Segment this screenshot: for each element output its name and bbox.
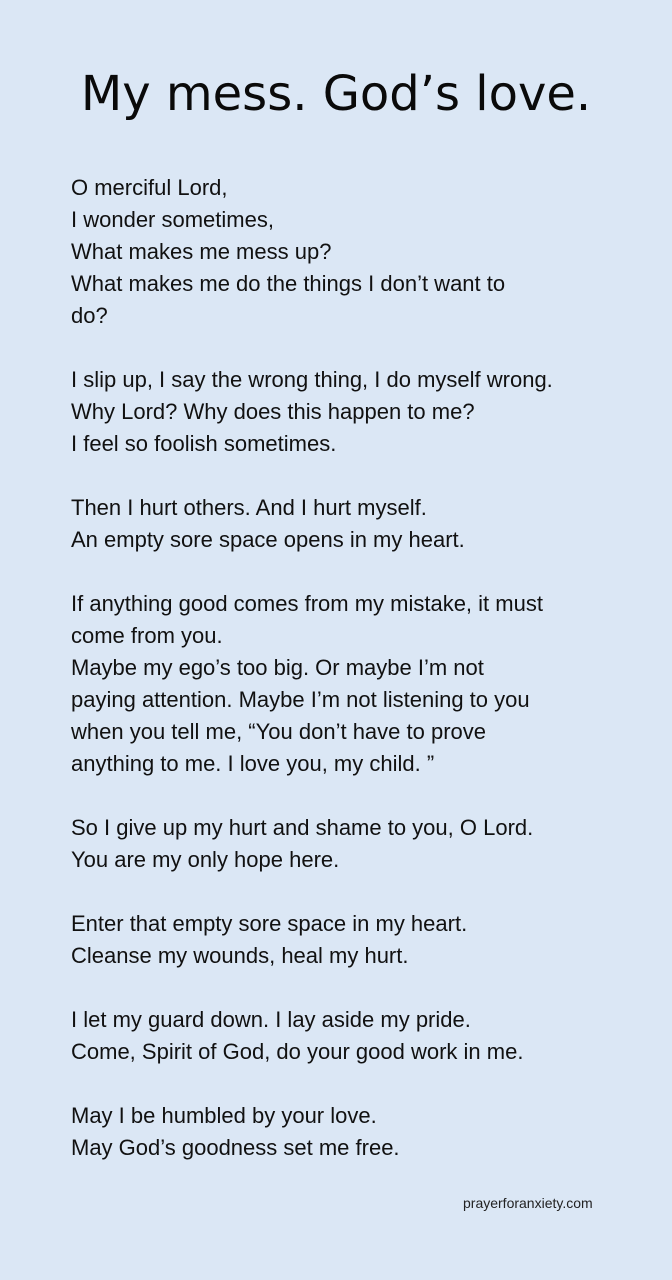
prayer-line: You are my only hope here. bbox=[71, 847, 340, 872]
stanza bbox=[71, 492, 631, 556]
stanza bbox=[71, 1100, 631, 1164]
stanza-gap bbox=[71, 972, 631, 1004]
prayer-line: Maybe my ego’s too big. Or maybe I’m not bbox=[71, 655, 484, 680]
stanza bbox=[71, 588, 631, 780]
stanza-gap bbox=[71, 780, 631, 812]
stanza-gap bbox=[71, 556, 631, 588]
prayer-body bbox=[71, 172, 631, 1164]
prayer-line: I wonder sometimes, bbox=[71, 207, 274, 232]
stanza-gap bbox=[71, 332, 631, 364]
prayer-line: What makes me do the things I don’t want to bbox=[71, 271, 506, 296]
stanza-gap bbox=[71, 1068, 631, 1100]
stanza-gap bbox=[71, 460, 631, 492]
prayer-line: I feel so foolish sometimes. bbox=[71, 431, 337, 456]
prayer-line: O merciful Lord, bbox=[71, 175, 228, 200]
prayer-line: If anything good comes from my mistake, it must bbox=[71, 591, 543, 616]
prayer-line: Enter that empty sore space in my heart. bbox=[71, 911, 468, 936]
prayer-line: I slip up, I say the wrong thing, I do myself wrong. bbox=[71, 367, 553, 392]
prayer-line: do? bbox=[71, 303, 108, 328]
stanza bbox=[71, 908, 631, 972]
prayer-line: May God’s goodness set me free. bbox=[71, 1135, 400, 1160]
stanza-gap bbox=[71, 876, 631, 908]
stanza bbox=[71, 812, 631, 876]
prayer-line: Cleanse my wounds, heal my hurt. bbox=[71, 943, 409, 968]
prayer-line: paying attention. Maybe I’m not listening to you bbox=[71, 687, 530, 712]
prayer-line: when you tell me, “You don’t have to prove bbox=[71, 719, 487, 744]
prayer-line: Why Lord? Why does this happen to me? bbox=[71, 399, 475, 424]
stanza bbox=[71, 1004, 631, 1068]
prayer-line: May I be humbled by your love. bbox=[71, 1103, 377, 1128]
page-title: My mess. God’s love. bbox=[80, 66, 592, 122]
stanza bbox=[71, 172, 631, 332]
source-credit: prayerforanxiety.com bbox=[463, 1195, 593, 1211]
prayer-line: So I give up my hurt and shame to you, O Lord. bbox=[71, 815, 534, 840]
prayer-line: An empty sore space opens in my heart. bbox=[71, 527, 465, 552]
prayer-line: Come, Spirit of God, do your good work in me. bbox=[71, 1039, 524, 1064]
prayer-line: What makes me mess up? bbox=[71, 239, 332, 264]
prayer-line: Then I hurt others. And I hurt myself. bbox=[71, 495, 427, 520]
prayer-line: come from you. bbox=[71, 623, 223, 648]
stanza bbox=[71, 364, 631, 460]
prayer-line: I let my guard down. I lay aside my pride. bbox=[71, 1007, 471, 1032]
prayer-line: anything to me. I love you, my child. ” bbox=[71, 751, 435, 776]
